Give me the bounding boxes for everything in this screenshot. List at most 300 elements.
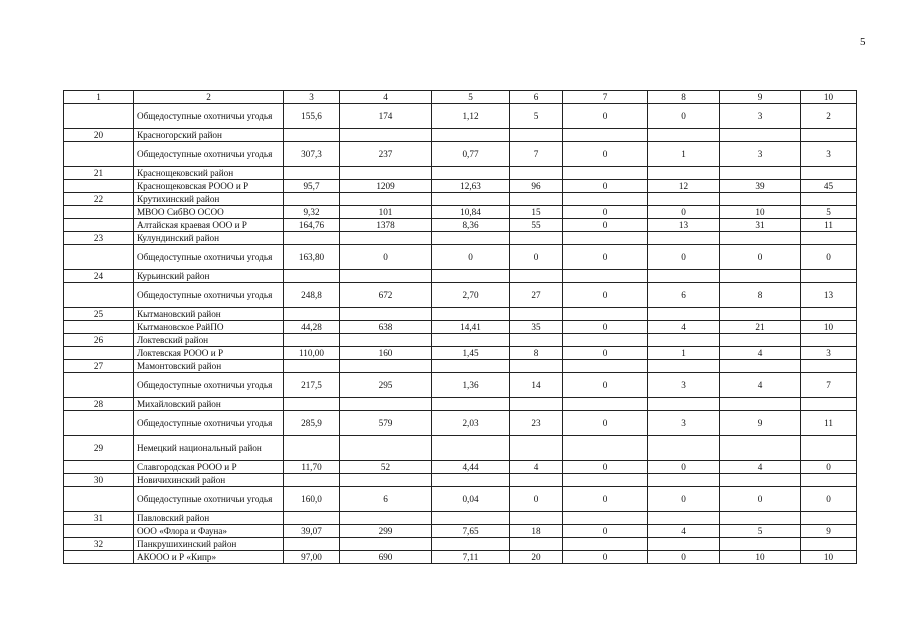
value-cell: 4,44 [432,461,510,474]
value-cell [510,129,563,142]
value-cell [432,538,510,551]
value-cell: 5 [510,104,563,129]
value-cell: 4 [510,461,563,474]
row-number: 26 [64,334,134,347]
value-cell: 10 [720,206,801,219]
value-cell: 96 [510,180,563,193]
value-cell [648,270,720,283]
value-cell [648,360,720,373]
value-cell: 0 [563,373,648,398]
district-row [64,398,857,411]
column-header: 3 [284,91,340,104]
value-cell: 10 [801,321,857,334]
value-cell [340,474,432,487]
row-number: 24 [64,270,134,283]
value-cell [648,167,720,180]
row-number [64,206,134,219]
value-cell: 9,32 [284,206,340,219]
value-cell [284,474,340,487]
value-cell: 95,7 [284,180,340,193]
value-cell: 3 [720,142,801,167]
value-cell: 3 [648,373,720,398]
value-cell [284,398,340,411]
table-row [64,283,857,308]
organization-name: Славгородская РОOO и Р [134,461,284,474]
district-row [64,538,857,551]
value-cell [340,398,432,411]
value-cell [510,474,563,487]
column-header: 2 [134,91,284,104]
value-cell: 295 [340,373,432,398]
value-cell [284,436,340,461]
value-cell: 39,07 [284,525,340,538]
value-cell [340,167,432,180]
organization-name: Общедоступные охотничьи угодья [134,487,284,512]
table-row [64,347,857,360]
value-cell [340,538,432,551]
value-cell: 3 [801,142,857,167]
value-cell: 15 [510,206,563,219]
value-cell [284,193,340,206]
value-cell [432,398,510,411]
value-cell [340,270,432,283]
value-cell: 11,70 [284,461,340,474]
value-cell: 7,11 [432,551,510,564]
district-name: Михайловский район [134,398,284,411]
row-number [64,142,134,167]
value-cell: 0 [563,321,648,334]
value-cell [563,232,648,245]
value-cell [648,538,720,551]
value-cell: 0 [801,461,857,474]
value-cell: 23 [510,411,563,436]
value-cell [648,512,720,525]
value-cell [340,308,432,321]
value-cell [340,232,432,245]
value-cell: 3 [801,347,857,360]
value-cell: 55 [510,219,563,232]
value-cell: 110,00 [284,347,340,360]
value-cell [720,270,801,283]
value-cell: 0 [563,219,648,232]
value-cell: 163,80 [284,245,340,270]
value-cell [340,193,432,206]
value-cell: 690 [340,551,432,564]
value-cell: 248,8 [284,283,340,308]
table-row [64,219,857,232]
value-cell: 44,28 [284,321,340,334]
value-cell: 0 [563,461,648,474]
value-cell: 45 [801,180,857,193]
value-cell [563,538,648,551]
value-cell [284,334,340,347]
table-row [64,551,857,564]
value-cell: 0 [648,487,720,512]
value-cell [648,474,720,487]
row-number [64,373,134,398]
value-cell: 4 [720,461,801,474]
value-cell: 0 [563,104,648,129]
value-cell [720,232,801,245]
district-row [64,193,857,206]
column-header: 8 [648,91,720,104]
value-cell: 2,70 [432,283,510,308]
value-cell [801,167,857,180]
value-cell: 0 [563,142,648,167]
value-cell: 0,77 [432,142,510,167]
district-row [64,232,857,245]
value-cell [720,538,801,551]
value-cell: 5 [720,525,801,538]
value-cell [648,398,720,411]
value-cell [284,512,340,525]
value-cell [801,193,857,206]
value-cell: 12 [648,180,720,193]
value-cell: 0 [340,245,432,270]
value-cell: 11 [801,411,857,436]
district-name: Крутихинский район [134,193,284,206]
value-cell: 1,45 [432,347,510,360]
value-cell [432,270,510,283]
organization-name: Краснощековская РОOO и Р [134,180,284,193]
value-cell: 1209 [340,180,432,193]
value-cell [340,360,432,373]
value-cell: 52 [340,461,432,474]
value-cell: 4 [720,347,801,360]
value-cell: 8 [510,347,563,360]
value-cell: 1,36 [432,373,510,398]
table-row [64,104,857,129]
value-cell: 0 [563,411,648,436]
value-cell [801,512,857,525]
value-cell [340,334,432,347]
value-cell [432,512,510,525]
value-cell [720,129,801,142]
value-cell: 0 [720,487,801,512]
value-cell: 285,9 [284,411,340,436]
row-number: 21 [64,167,134,180]
organization-name: Общедоступные охотничьи угодья [134,142,284,167]
row-number [64,487,134,512]
value-cell [563,193,648,206]
table-row [64,180,857,193]
value-cell: 0 [648,551,720,564]
value-cell: 0 [648,461,720,474]
value-cell [801,398,857,411]
value-cell: 1378 [340,219,432,232]
column-header: 1 [64,91,134,104]
value-cell [563,436,648,461]
organization-name: Общедоступные охотничьи угодья [134,245,284,270]
value-cell: 2 [801,104,857,129]
row-number [64,104,134,129]
value-cell [801,334,857,347]
value-cell: 0,04 [432,487,510,512]
column-header: 6 [510,91,563,104]
organization-name: Общедоступные охотничьи угодья [134,411,284,436]
district-row [64,512,857,525]
district-row [64,167,857,180]
value-cell: 1,12 [432,104,510,129]
value-cell: 1 [648,142,720,167]
organization-name: Общедоступные охотничьи угодья [134,373,284,398]
value-cell: 160 [340,347,432,360]
value-cell: 164,76 [284,219,340,232]
table-row [64,525,857,538]
column-header: 9 [720,91,801,104]
value-cell: 0 [510,487,563,512]
value-cell [801,436,857,461]
value-cell: 4 [720,373,801,398]
value-cell [284,232,340,245]
value-cell [432,232,510,245]
row-number [64,219,134,232]
value-cell: 174 [340,104,432,129]
column-header: 10 [801,91,857,104]
value-cell [563,334,648,347]
row-number: 25 [64,308,134,321]
value-cell: 18 [510,525,563,538]
value-cell: 5 [801,206,857,219]
row-number: 29 [64,436,134,461]
value-cell: 3 [720,104,801,129]
value-cell: 672 [340,283,432,308]
value-cell [801,538,857,551]
value-cell [720,334,801,347]
value-cell: 0 [801,487,857,512]
value-cell: 307,3 [284,142,340,167]
value-cell: 237 [340,142,432,167]
row-number [64,461,134,474]
value-cell [648,436,720,461]
value-cell [563,270,648,283]
value-cell [801,360,857,373]
table-row [64,411,857,436]
value-cell: 0 [510,245,563,270]
row-number: 23 [64,232,134,245]
value-cell [563,474,648,487]
value-cell: 0 [563,487,648,512]
value-cell: 10 [801,551,857,564]
district-name: Кытмановский район [134,308,284,321]
page-number: 5 [860,36,866,48]
value-cell: 0 [801,245,857,270]
value-cell: 299 [340,525,432,538]
value-cell [510,334,563,347]
value-cell: 0 [720,245,801,270]
row-number: 32 [64,538,134,551]
table-row [64,245,857,270]
table-row [64,461,857,474]
value-cell: 0 [648,206,720,219]
value-cell: 9 [720,411,801,436]
value-cell: 2,03 [432,411,510,436]
value-cell [720,474,801,487]
table-row [64,373,857,398]
value-cell [720,436,801,461]
value-cell [510,270,563,283]
value-cell: 14,41 [432,321,510,334]
value-cell [720,167,801,180]
row-number: 20 [64,129,134,142]
value-cell [801,232,857,245]
value-cell: 10,84 [432,206,510,219]
value-cell [432,474,510,487]
value-cell: 20 [510,551,563,564]
value-cell [720,193,801,206]
value-cell [801,308,857,321]
hunting-grounds-table [63,90,857,564]
value-cell [801,474,857,487]
table-row [64,206,857,219]
value-cell: 7 [801,373,857,398]
row-number [64,180,134,193]
value-cell [801,129,857,142]
value-cell: 7 [510,142,563,167]
value-cell [284,129,340,142]
value-cell [563,129,648,142]
value-cell: 8 [720,283,801,308]
row-number [64,525,134,538]
value-cell: 31 [720,219,801,232]
value-cell: 13 [648,219,720,232]
value-cell: 11 [801,219,857,232]
value-cell [720,398,801,411]
value-cell [510,538,563,551]
row-number [64,411,134,436]
value-cell: 10 [720,551,801,564]
value-cell [648,334,720,347]
value-cell: 638 [340,321,432,334]
value-cell [432,334,510,347]
district-row [64,436,857,461]
value-cell [801,270,857,283]
district-name: Курьинский район [134,270,284,283]
value-cell: 7,65 [432,525,510,538]
value-cell: 0 [563,347,648,360]
table-row [64,142,857,167]
value-cell [432,129,510,142]
value-cell [720,512,801,525]
organization-name: Локтевская РОOO и Р [134,347,284,360]
value-cell: 160,0 [284,487,340,512]
value-cell [432,360,510,373]
value-cell [510,512,563,525]
value-cell: 101 [340,206,432,219]
value-cell: 0 [563,206,648,219]
value-cell: 13 [801,283,857,308]
organization-name: Общедоступные охотничьи угодья [134,104,284,129]
district-row [64,129,857,142]
row-number: 30 [64,474,134,487]
district-name: Мамонтовский район [134,360,284,373]
row-number [64,321,134,334]
row-number [64,245,134,270]
value-cell: 27 [510,283,563,308]
row-number [64,551,134,564]
value-cell: 4 [648,321,720,334]
table-header-row [64,91,857,104]
value-cell [510,308,563,321]
row-number: 22 [64,193,134,206]
row-number [64,283,134,308]
organization-name: Кытмановское РайПО [134,321,284,334]
value-cell: 97,00 [284,551,340,564]
value-cell [648,232,720,245]
column-header: 5 [432,91,510,104]
table-row [64,321,857,334]
value-cell [284,538,340,551]
district-name: Красногорский район [134,129,284,142]
value-cell [648,129,720,142]
value-cell [720,308,801,321]
value-cell: 39 [720,180,801,193]
value-cell: 0 [563,525,648,538]
district-name: Павловский район [134,512,284,525]
value-cell: 6 [340,487,432,512]
value-cell [510,167,563,180]
district-row [64,474,857,487]
value-cell: 217,5 [284,373,340,398]
value-cell [720,360,801,373]
district-name: Немецкий национальный район [134,436,284,461]
value-cell [432,308,510,321]
value-cell [284,270,340,283]
value-cell [563,167,648,180]
value-cell: 0 [563,283,648,308]
row-number: 28 [64,398,134,411]
organization-name: АКООО и Р «Кипр» [134,551,284,564]
value-cell: 0 [432,245,510,270]
value-cell [563,512,648,525]
organization-name: Общедоступные охотничьи угодья [134,283,284,308]
value-cell [648,308,720,321]
value-cell: 8,36 [432,219,510,232]
value-cell: 155,6 [284,104,340,129]
value-cell: 6 [648,283,720,308]
value-cell: 9 [801,525,857,538]
value-cell [563,308,648,321]
value-cell: 4 [648,525,720,538]
value-cell: 35 [510,321,563,334]
value-cell [648,193,720,206]
district-row [64,308,857,321]
value-cell [432,193,510,206]
value-cell: 0 [563,245,648,270]
value-cell [510,360,563,373]
organization-name: Алтайская краевая ООО и Р [134,219,284,232]
value-cell [340,436,432,461]
row-number: 27 [64,360,134,373]
district-row [64,334,857,347]
row-number [64,347,134,360]
row-number: 31 [64,512,134,525]
value-cell [340,129,432,142]
value-cell [510,436,563,461]
district-name: Новичихинский район [134,474,284,487]
value-cell [510,398,563,411]
value-cell: 0 [648,104,720,129]
district-name: Панкрушихинский район [134,538,284,551]
district-name: Краснощековский район [134,167,284,180]
value-cell [432,167,510,180]
district-row [64,360,857,373]
value-cell [340,512,432,525]
value-cell: 0 [648,245,720,270]
value-cell [510,193,563,206]
value-cell: 1 [648,347,720,360]
column-header: 4 [340,91,432,104]
